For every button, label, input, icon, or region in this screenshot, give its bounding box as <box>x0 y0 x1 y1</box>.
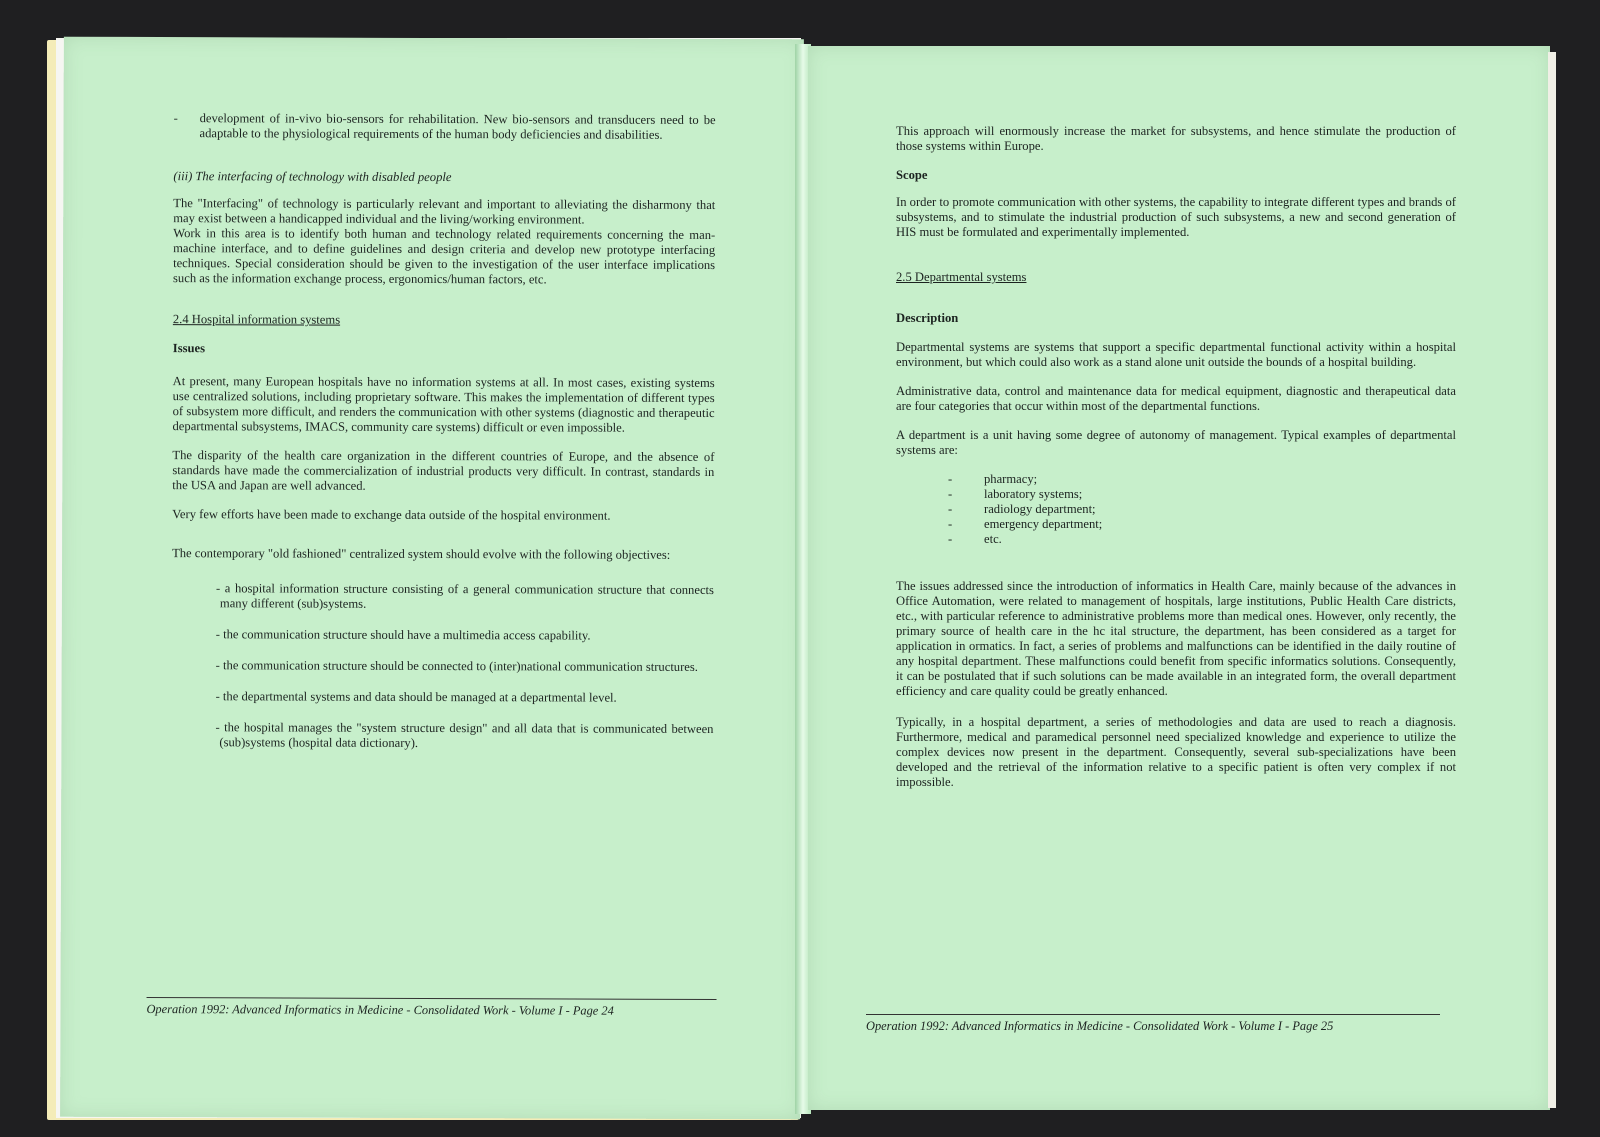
paragraph: Work in this area is to identify both human and technology related requirements concerning the man-machine interface, and to define guidelines and design criteria and develop new prototype interfacing techniques. Special consideration should be given to the investigation of the user interface implications such as the information exchange process, ergonomics/human factors, etc. <box>173 226 716 287</box>
bullet-item <box>174 111 716 143</box>
list-item: - the hospital manages the "system structure design" and all data that is communicated between (sub)systems (hospital data dictionary). <box>215 720 714 750</box>
paragraph: A department is a unit having some degree of autonomy of management. Typical examples of departmental systems are: <box>896 428 1456 457</box>
list-item-text: laboratory systems; <box>984 487 1083 501</box>
list-item: - the communication structure should have a multimedia access capability. <box>215 627 591 643</box>
section-title: 2.5 Departmental systems <box>896 270 1027 284</box>
bullet-dash: - <box>948 487 953 501</box>
list-item-text: emergency department; <box>984 517 1103 531</box>
left-page <box>60 37 804 1120</box>
bullet-text: development of in-vivo bio-sensors for rehabilitation. New bio-sensors and transducers need to be adaptable to the physiological requirements of the human body deficiencies and disabilities. <box>199 111 716 142</box>
objectives-list <box>215 581 714 752</box>
list-item <box>948 532 1456 547</box>
section-heading: Issues <box>172 341 206 356</box>
paragraph: The contemporary "old fashioned" centralized system should evolve with the following objectives: <box>172 546 671 562</box>
paragraph: The issues addressed since the introduction of informatics in Health Care, mainly because of the advances in Office Automation, were related to management of hospitals, large institutions, Public Health Care districts, etc., with particular reference to administrative problems more than medical ones. However, only recently, the primary source of health care in the hc ital structure, the department, has been considered as a target for application in ormatics. In fact, a series of problems and malfunctions can be identified in the daily routine of any hospital department. These malfunctions could benefit from specific informatics solutions. Consequently, it can be postulated that if such solutions can be made available in an integrated form, the overall department efficiency and care quality could be greatly enhanced. <box>896 579 1456 698</box>
list-item <box>948 502 1456 517</box>
section-heading: Description <box>896 311 959 325</box>
list-item <box>948 517 1456 532</box>
left-page-content <box>171 111 715 768</box>
list-item <box>948 487 1456 502</box>
paragraph: Administrative data, control and maintenance data for medical equipment, diagnostic and therapeutical data are four categories that occur within most of the departmental functions. <box>896 384 1456 413</box>
list-item: - a hospital information structure consisting of a general communication structure that connects many different (sub)systems. <box>215 581 714 611</box>
list-item-text: radiology department; <box>984 502 1096 516</box>
paragraph: This approach will enormously increase the market for subsystems, and hence stimulate the production of those systems within Europe. <box>896 124 1456 153</box>
paragraph: The disparity of the health care organization in the different countries of Europe, and the absence of standards have made the commercialization of industrial products very difficult. In contrast, standards in the USA and Japan are well advanced. <box>172 448 715 493</box>
list-item: - the communication structure should be connected to (inter)national communication structures. <box>215 658 698 674</box>
paragraph: At present, many European hospitals have no information systems at all. In most cases, existing systems use centralized solutions, including proprietary software. This makes the implementation of different types of subsystem more difficult, and renders the communication with other systems (diagnostic and therapeutic departmental subsystems, IMACS, community care systems) difficult or even impossible. <box>172 374 715 435</box>
list-item <box>948 472 1456 487</box>
paragraph: The "Interfacing" of technology is particularly relevant and important to alleviating the disharmony that may exist between a handicapped individual and the living/working environment. <box>173 196 716 227</box>
list-item: - the departmental systems and data should be managed at a departmental level. <box>215 689 617 705</box>
bullet-dash: - <box>173 111 178 126</box>
right-page <box>808 46 1550 1110</box>
paragraph: Typically, in a hospital department, a series of methodologies and data are used to reach a diagnosis. Furthermore, medical and paramedical personnel need specialized knowledge and experience to utilize the complex devices now present in the department. Consequently, several sub-specializations have been developed and the retrieval of the information relative to a specific patient is often very complex if not impossible. <box>896 715 1456 789</box>
section-heading: Scope <box>896 168 928 182</box>
bullet-dash: - <box>948 517 953 531</box>
page-footer: Operation 1992: Advanced Informatics in Medicine - Consolidated Work - Volume I - Page 24 <box>146 997 716 1019</box>
list-item-text: pharmacy; <box>984 472 1038 486</box>
examples-list <box>948 472 1456 547</box>
paragraph: In order to promote communication with other systems, the capability to integrate different types and brands of subsystems, and to stimulate the industrial production of such subsystems, a new and second generation of HIS must be formulated and experimentally implemented. <box>896 195 1456 239</box>
page-footer: Operation 1992: Advanced Informatics in Medicine - Consolidated Work - Volume I - Page 25 <box>866 1014 1440 1034</box>
section-title: 2.4 Hospital information systems <box>172 312 341 327</box>
list-item-text: etc. <box>984 532 1002 546</box>
page-edge <box>1548 52 1556 1108</box>
bullet-dash: - <box>948 472 953 486</box>
paragraph: Departmental systems are systems that support a specific departmental functional activity within a hospital environment, but which could also work as a stand alone unit outside the bounds of a hospital building. <box>896 340 1456 369</box>
right-page-content <box>896 124 1456 804</box>
bullet-dash: - <box>948 502 953 516</box>
bullet-dash: - <box>948 532 953 546</box>
paragraph: Very few efforts have been made to exchange data outside of the hospital environment. <box>172 507 611 523</box>
subsection-title: (iii) The interfacing of technology with disabled people <box>173 169 452 185</box>
